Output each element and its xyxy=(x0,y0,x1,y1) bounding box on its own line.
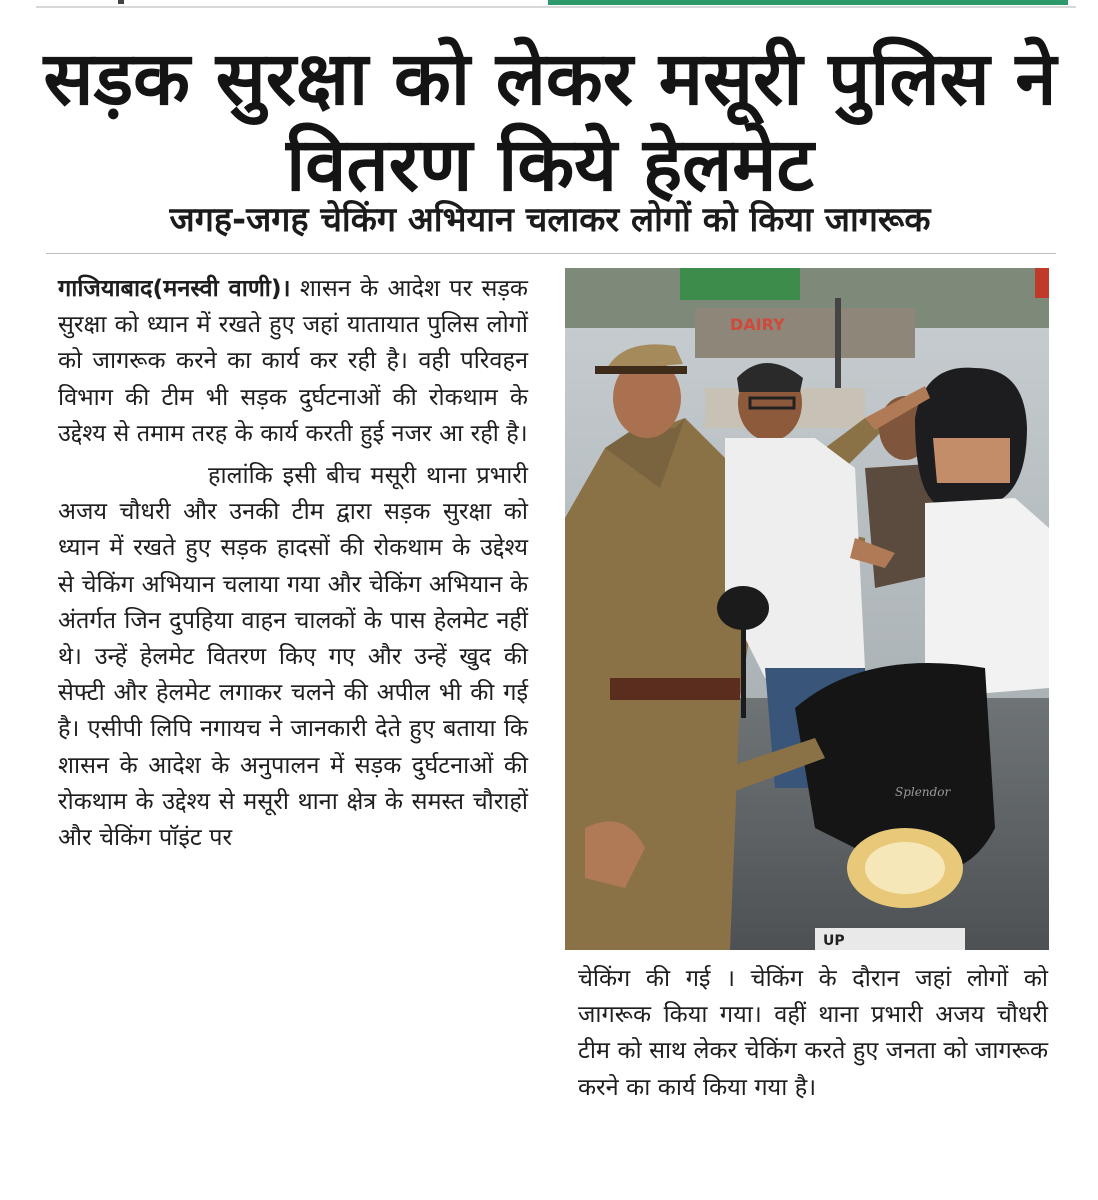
mirror-stem xyxy=(741,628,746,718)
paragraph-1-text: शासन के आदेश पर सड़क सुरक्षा को ध्यान में रखते हुए जहां यातायात पुलिस लोगों को जागरूक करने का कार्य कर रही है। वही परिवहन विभाग की टीम भी सड़क दुर्घटनाओं की रोकथाम के उद्देश्य से तमाम तरह के कार्य करती हुई नजर आ रही है। xyxy=(58,274,528,447)
photo-illustration xyxy=(565,268,1049,950)
continuation: चेकिंग की गई । चेकिंग के दौरान जहां लोगों को जागरूक किया गया। वहीं थाना प्रभारी अजय चौधरी टीम को साथ लेकर चेकिंग करते हुए जनता को जागरूक करने का कार्य किया गया है। xyxy=(578,964,1048,1101)
top-rule xyxy=(36,6,1076,8)
dateline: गाजियाबाद(मनस्वी वाणी)। xyxy=(58,274,291,302)
red-sign xyxy=(1035,268,1049,298)
headline: सड़क सुरक्षा को लेकर मसूरी पुलिस ने वितरण किये हेलमेट xyxy=(43,36,1057,208)
paragraph-1 xyxy=(58,270,528,451)
divider xyxy=(46,253,1056,254)
headlight-inner xyxy=(865,842,945,894)
green-accent-bar xyxy=(548,0,1068,5)
bike-mirror xyxy=(717,586,769,630)
cap-band xyxy=(595,366,687,374)
news-photo xyxy=(565,268,1049,950)
shop-front xyxy=(695,308,915,358)
rider-face xyxy=(933,438,1010,483)
plate-text: UP xyxy=(823,933,845,949)
green-banner xyxy=(680,268,800,300)
top-mark xyxy=(118,0,124,4)
belt xyxy=(610,678,740,700)
article-column-right xyxy=(578,960,1048,1105)
subheadline: जगह-जगह चेकिंग अभियान चलाकर लोगों को किया जागरूक xyxy=(169,200,931,240)
top-strip xyxy=(0,0,1098,8)
shop-sign: DAIRY xyxy=(730,315,785,334)
article-column-left xyxy=(58,270,528,855)
bike-badge: Splendor xyxy=(895,785,951,799)
paragraph-2: हालांकि इसी बीच मसूरी थाना प्रभारी अजय चौधरी और उनकी टीम द्वारा सड़क सुरक्षा को ध्यान में रखते हुए सड़क हादसों की रोकथाम के उद्देश्य से चेकिंग अभियान चलाया गया और चेकिंग अभियान के अंतर्गत जिन दुपहिया वाहन चालकों के पास हेलमेट नहीं थे। उन्हें हेलमेट वितरण किए गए और उन्हें खुद की सेफ्टी और हेलमेट लगाकर चलने की अपील भी की गई है। एसीपी लिपि नगायच ने जानकारी देते हुए बताया कि शासन के आदेश के अनुपालन में सड़क दुर्घटनाओं की रोकथाम के उद्देश्य से मसूरी थाना क्षेत्र के समस्त चौराहों और चेकिंग पॉइंट पर xyxy=(58,461,528,852)
